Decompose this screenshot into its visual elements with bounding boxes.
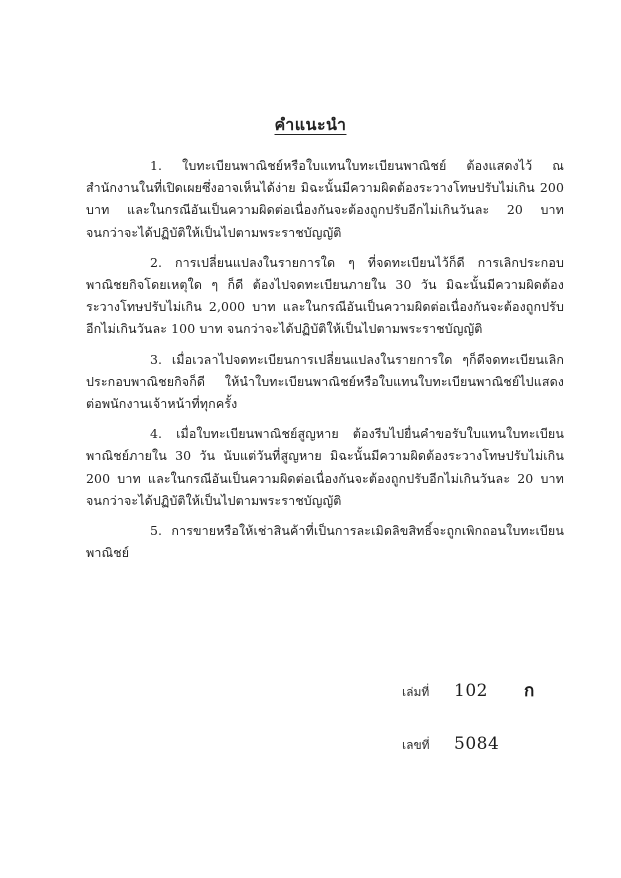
instruction-paragraph-3: 3. เมื่อเวลาไปจดทะเบียนการเปลี่ยนแปลงในรายการใด ๆก็ดีจดทะเบียนเลิกประกอบพาณิชยกิจก็ดี ให้นำใบทะเบียนพาณิชย์หรือใบแทนใบทะเบียนพาณิชย์ไปแสดงต่อพนักงานเจ้าหน้าที่ทุกครั้ง [86, 351, 564, 412]
page-title: คำแนะนำ [274, 115, 347, 134]
book-number-value: 102 [454, 681, 488, 701]
book-number-row [402, 677, 534, 704]
instructions-body [86, 155, 564, 572]
book-number-label: เล่มที่ [402, 685, 430, 699]
book-number-suffix: ก [523, 681, 535, 701]
record-number-value: 5084 [454, 734, 500, 754]
instruction-paragraph-4: 4. เมื่อใบทะเบียนพาณิชย์สูญหาย ต้องรีบไปยื่นคำขอรับใบแทนใบทะเบียนพาณิชย์ภายใน 30 วัน นับแต่วันที่สูญหาย มิฉะนั้นมีความผิดต้องระวางโทษปรับไม่เกิน 200 บาท และในกรณีอันเป็นความผิดต่อเนื่องกันจะต้องถูกปรับอีกไม่เกินวันละ 20 บาท จนกว่าจะได้ปฏิบัติให้เป็นไปตามพระราชบัญญัติ [86, 426, 564, 508]
record-number-label: เลขที่ [402, 738, 430, 752]
instruction-paragraph-5: 5. การขายหรือให้เช่าสินค้าที่เป็นการละเมิดลิขสิทธิ์จะถูกเพิกถอนใบทะเบียนพาณิชย์ [86, 523, 564, 561]
record-number-row [402, 734, 499, 755]
instruction-paragraph-1: 1. ใบทะเบียนพาณิชย์หรือใบแทนใบทะเบียนพาณิชย์ ต้องแสดงไว้ ณ สำนักงานในที่เปิดเผยซึ่งอาจเห็นได้ง่าย มิฉะนั้นมีความผิดต้องระวางโทษปรับไม่เกิน 200 บาท และในกรณีอันเป็นความผิดต่อเนื่องกันจะต้องถูกปรับอีกไม่เกินวันละ 20 บาท จนกว่าจะได้ปฏิบัติให้เป็นไปตามพระราชบัญญัติ [86, 158, 564, 240]
instruction-paragraph-2: 2. การเปลี่ยนแปลงในรายการใด ๆ ที่จดทะเบียนไว้ก็ดี การเลิกประกอบพาณิชยกิจโดยเหตุใด ๆ ก็ดี ต้องไปจดทะเบียนภายใน 30 วัน มิฉะนั้นมีความผิดต้องระวางโทษปรับไม่เกิน 2,000 บาท และในกรณีอันเป็นความผิดต่อเนื่องกันจะต้องถูกปรับอีกไม่เกินวันละ 100 บาท จนกว่าจะได้ปฏิบัติให้เป็นไปตามพระราชบัญญัติ [86, 254, 564, 337]
